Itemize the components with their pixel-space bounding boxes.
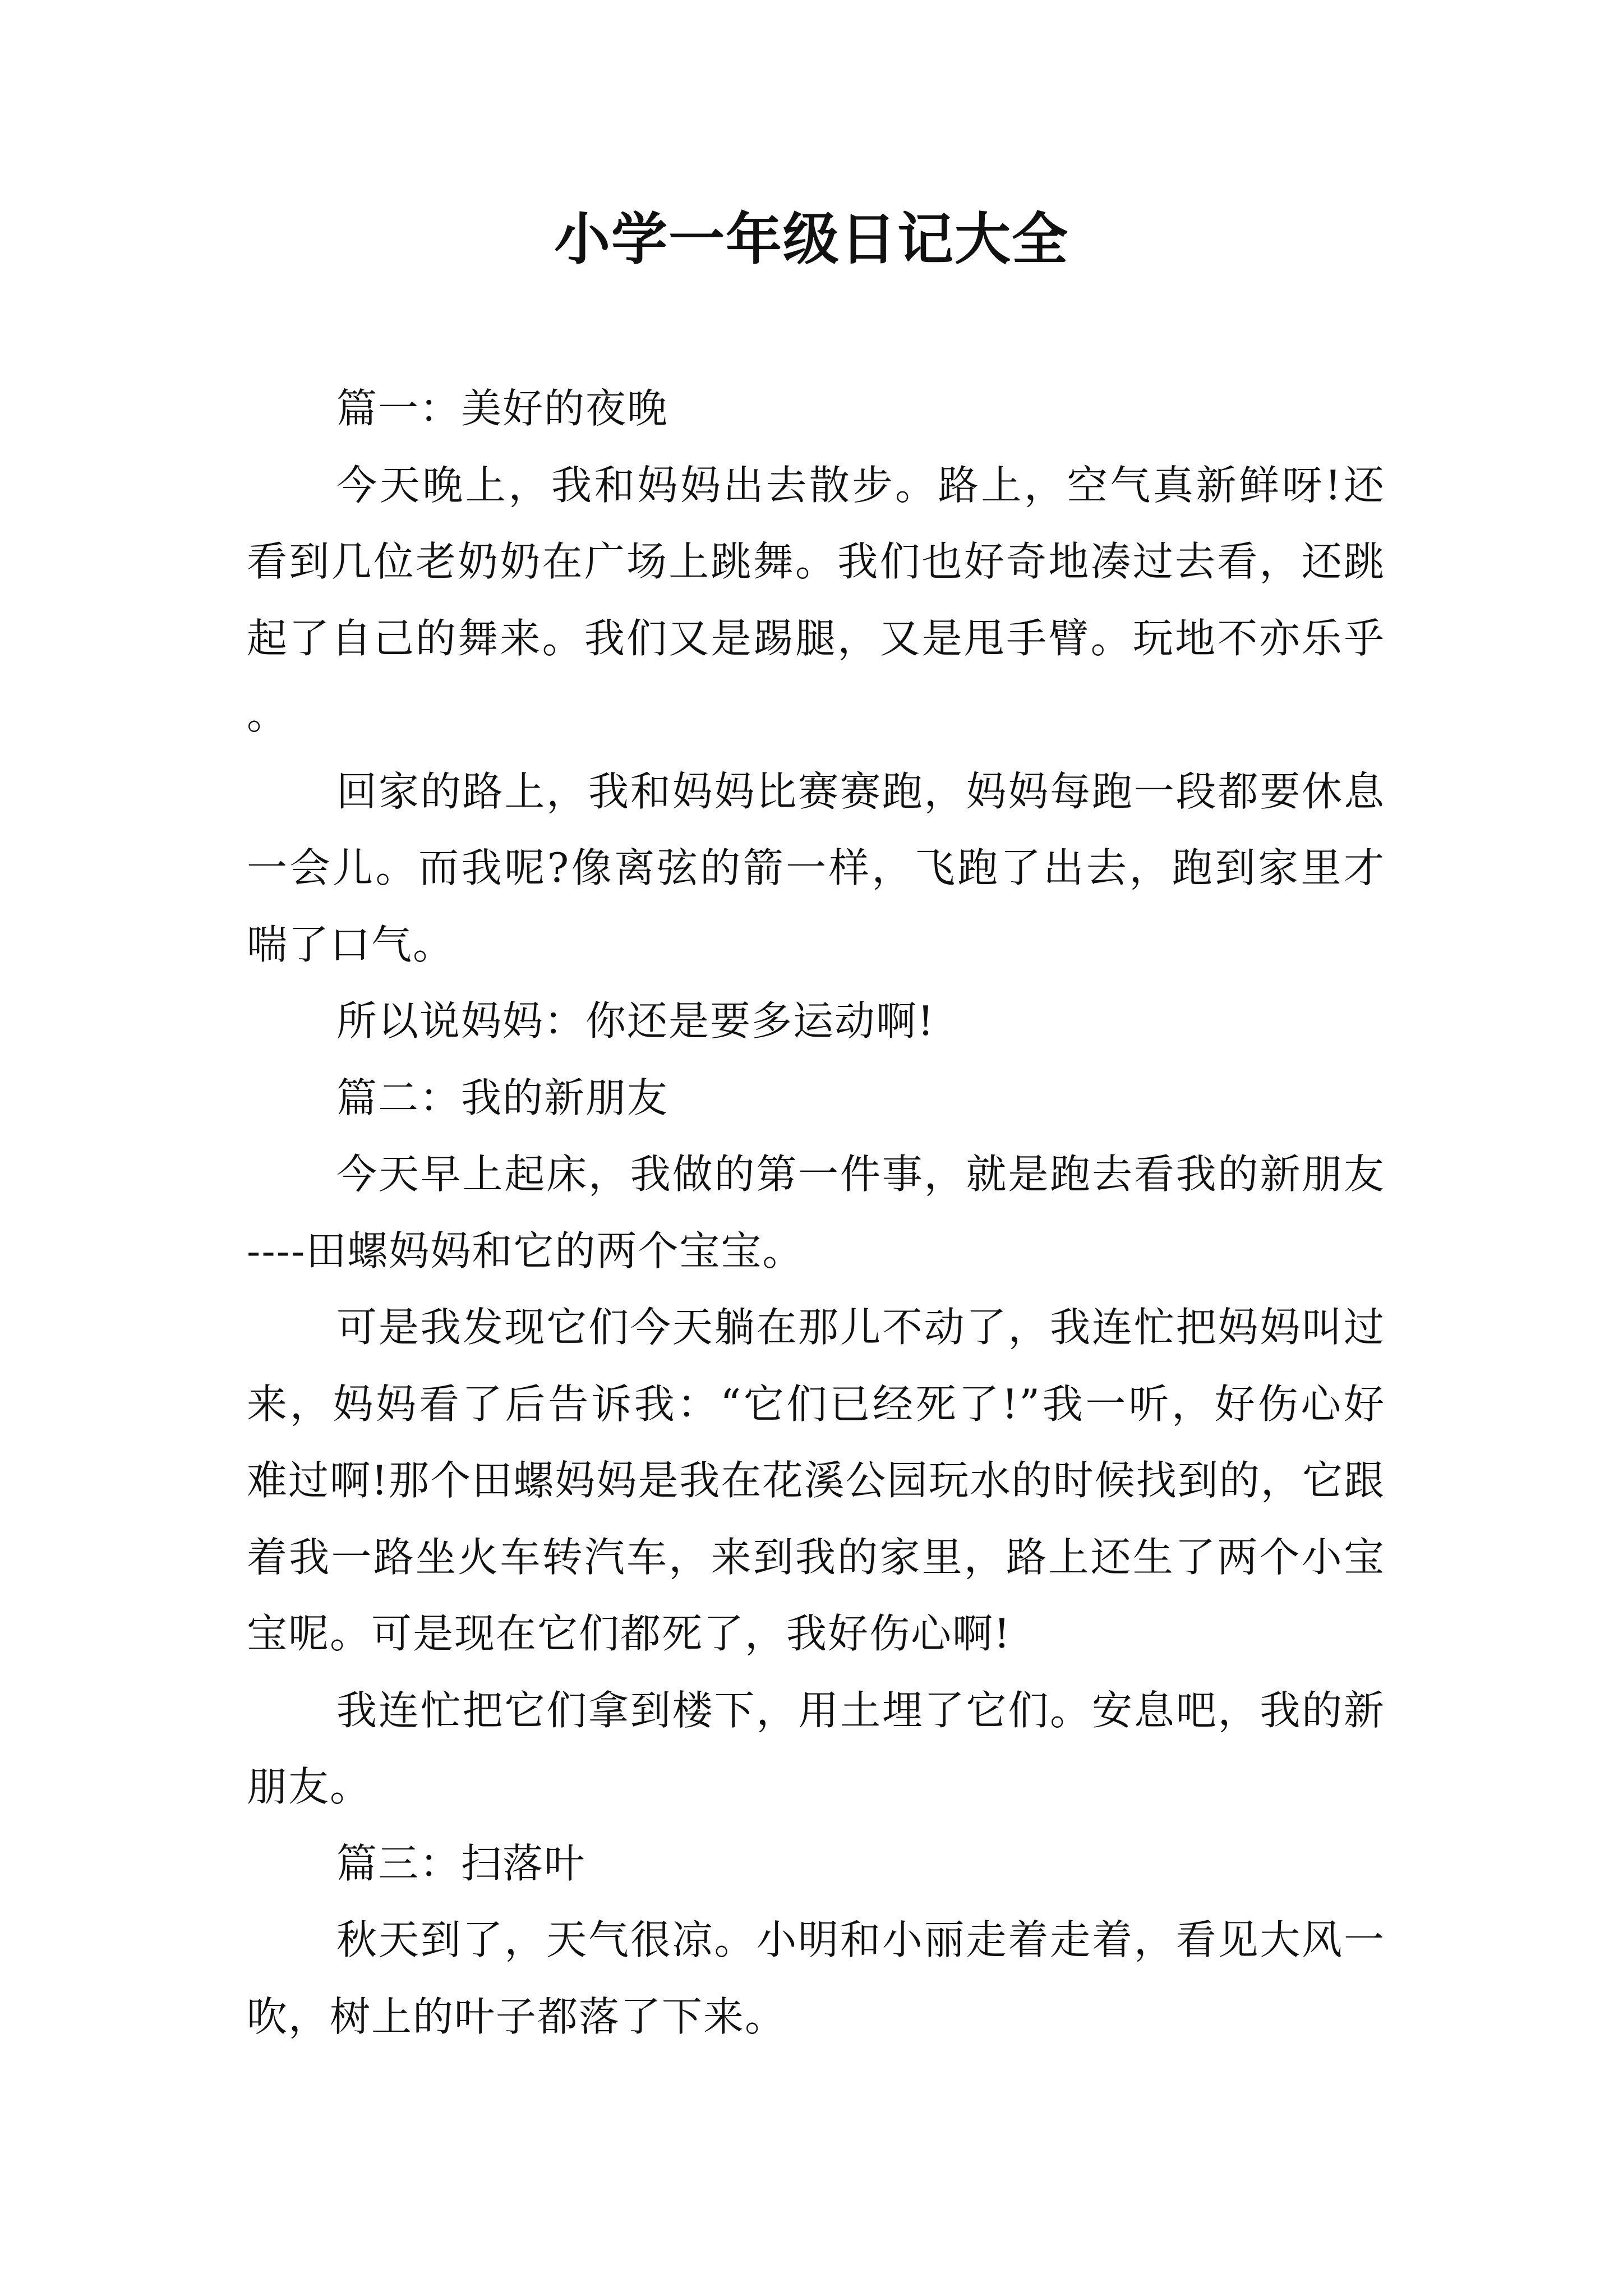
section-heading-1: 篇一：美好的夜晚 — [336, 385, 669, 432]
paragraph: 回家的路上，我和妈妈比赛赛跑，妈妈每跑一段都要休息一会儿。而我呢?像离弦的箭一样，飞跑了出去，跑到家里才喘了口气。 — [247, 767, 1385, 968]
paragraph: 秋天到了，天气很凉。小明和小丽走着走着，看见大风一吹，树上的叶子都落了下来。 — [247, 1916, 1385, 2040]
paragraph: 我连忙把它们拿到楼下，用土埋了它们。安息吧，我的新朋友。 — [247, 1686, 1385, 1810]
paragraph: 可是我发现它们今天躺在那儿不动了，我连忙把妈妈叫过来，妈妈看了后告诉我：“它们已经死了!”我一听，好伤心好难过啊!那个田螺妈妈是我在花溪公园玩水的时候找到的，它跟着我一路坐火车转汽车，来到我的家里，路上还生了两个小宝宝呢。可是现在它们都死了，我好伤心啊! — [247, 1304, 1385, 1657]
section-heading-3: 篇三：扫落叶 — [336, 1839, 586, 1887]
paragraph: 今天早上起床，我做的第一件事，就是跑去看我的新朋友----田螺妈妈和它的两个宝宝。 — [247, 1151, 1385, 1274]
document-title: 小学一年级日记大全 — [554, 206, 1069, 272]
section-heading-2: 篇二：我的新朋友 — [336, 1074, 669, 1121]
paragraph: 所以说妈妈：你还是要多运动啊! — [336, 997, 935, 1045]
paragraph: 今天晚上，我和妈妈出去散步。路上，空气真新鲜呀!还看到几位老奶奶在广场上跳舞。我们也好奇地凑过去看，还跳起了自己的舞来。我们又是踢腿，又是甩手臂。玩地不亦乐乎。 — [247, 461, 1385, 738]
document-body — [247, 370, 1385, 2055]
